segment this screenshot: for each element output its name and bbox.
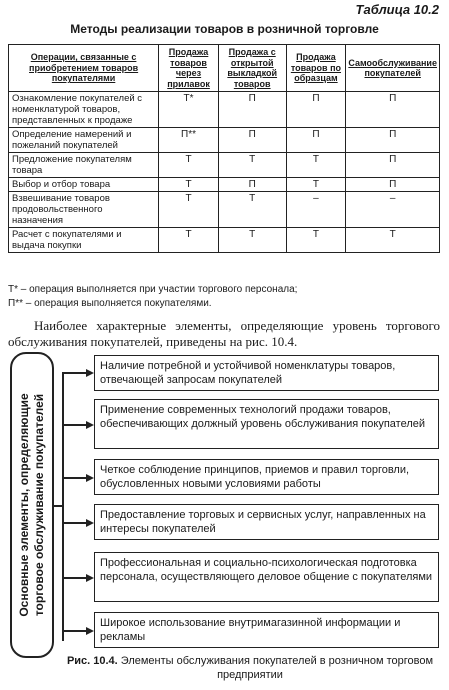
operation-cell: Расчет с покупателями и выдача покупки	[9, 228, 159, 253]
column-header: Самообслуживание покупателей	[346, 45, 440, 92]
mark-cell: Т	[286, 153, 346, 178]
column-header: Операции, связанные с приобретением товаров покупателями	[9, 45, 159, 92]
figure-side-label	[17, 357, 47, 653]
operation-cell: Ознакомление покупателей с номенклатурой товаров, представленных к продаже	[9, 92, 159, 128]
mark-cell: П	[346, 178, 440, 192]
mark-cell: –	[346, 192, 440, 228]
mark-cell: П**	[159, 128, 219, 153]
element-box: Предоставление торговых и сервисных услуг, направленных на интересы покупателей	[94, 504, 439, 540]
element-box: Наличие потребной и устойчивой номенклатуры товаров, отвечающей запросам покупателей	[94, 355, 439, 391]
caption-label: Рис. 10.4.	[66, 655, 118, 667]
mark-cell: П	[218, 128, 286, 153]
table-row	[9, 178, 440, 192]
operation-cell: Взвешивание товаров продовольственного назначения	[9, 192, 159, 228]
mark-cell: П	[346, 92, 440, 128]
table-row	[9, 92, 440, 128]
sales-methods-table	[8, 44, 440, 253]
mark-cell: П	[286, 128, 346, 153]
mark-cell: Т	[159, 178, 219, 192]
arrow-right-icon	[62, 522, 92, 524]
mark-cell: Т	[346, 228, 440, 253]
table-number-label: Таблица 10.2	[355, 2, 439, 17]
arrow-right-icon	[62, 372, 92, 374]
connector-line	[62, 373, 64, 641]
arrow-right-icon	[62, 477, 92, 479]
element-box: Широкое использование внутримагазинной информации и рекламы	[94, 612, 439, 648]
column-header: Продажа с открытой выкладкой товаров	[218, 45, 286, 92]
connector-line	[54, 505, 62, 507]
caption-text: Элементы обслуживания покупателей в розничном торговом предприятии	[120, 655, 434, 681]
mark-cell: Т	[286, 178, 346, 192]
mark-cell: Т	[218, 153, 286, 178]
element-box: Профессиональная и социально-психологическая подготовка персонала, осуществляющего деловое общение с покупателями	[94, 552, 439, 602]
arrow-right-icon	[62, 630, 92, 632]
operation-cell: Определение намерений и пожеланий покупателей	[9, 128, 159, 153]
mark-cell: П	[286, 92, 346, 128]
operation-cell: Предложение покупателям товара	[9, 153, 159, 178]
operation-cell: Выбор и отбор товара	[9, 178, 159, 192]
footnote: Т* – операция выполняется при участии торгового персонала;	[8, 284, 298, 295]
mark-cell: П	[346, 128, 440, 153]
table-title: Методы реализации товаров в розничной торговле	[70, 22, 379, 36]
side-label-line: Основные элементы, определяющие	[17, 393, 31, 617]
arrow-right-icon	[62, 577, 92, 579]
table-footnotes	[8, 283, 297, 311]
element-box: Применение современных технологий продажи товаров, обеспечивающих должный уровень обслуживания покупателей	[94, 399, 439, 449]
mark-cell: П	[218, 178, 286, 192]
figure-side-label-box	[10, 352, 54, 658]
table-row	[9, 192, 440, 228]
mark-cell: Т	[159, 153, 219, 178]
mark-cell: Т	[159, 228, 219, 253]
table-header-row	[9, 45, 440, 92]
column-header: Продажа товаров через прилавок	[159, 45, 219, 92]
table-row	[9, 153, 440, 178]
mark-cell: П	[218, 92, 286, 128]
figure-caption	[60, 654, 440, 682]
table-row	[9, 128, 440, 153]
mark-cell: Т	[286, 228, 346, 253]
table-row	[9, 228, 440, 253]
footnote: П** – операция выполняется покупателями.	[8, 298, 212, 309]
mark-cell: Т	[218, 192, 286, 228]
column-header: Продажа товаров по образцам	[286, 45, 346, 92]
mark-cell: Т	[159, 192, 219, 228]
element-box: Четкое соблюдение принципов, приемов и правил торговли, обусловленных новыми условиями работы	[94, 459, 439, 495]
side-label-line: торговое обслуживание покупателей	[32, 393, 46, 617]
mark-cell: –	[286, 192, 346, 228]
mark-cell: П	[346, 153, 440, 178]
mark-cell: Т	[218, 228, 286, 253]
arrow-right-icon	[62, 424, 92, 426]
body-paragraph: Наиболее характерные элементы, определяющие уровень торгового обслуживания покупателей, приведены на рис. 10.4.	[8, 318, 440, 349]
mark-cell: Т*	[159, 92, 219, 128]
